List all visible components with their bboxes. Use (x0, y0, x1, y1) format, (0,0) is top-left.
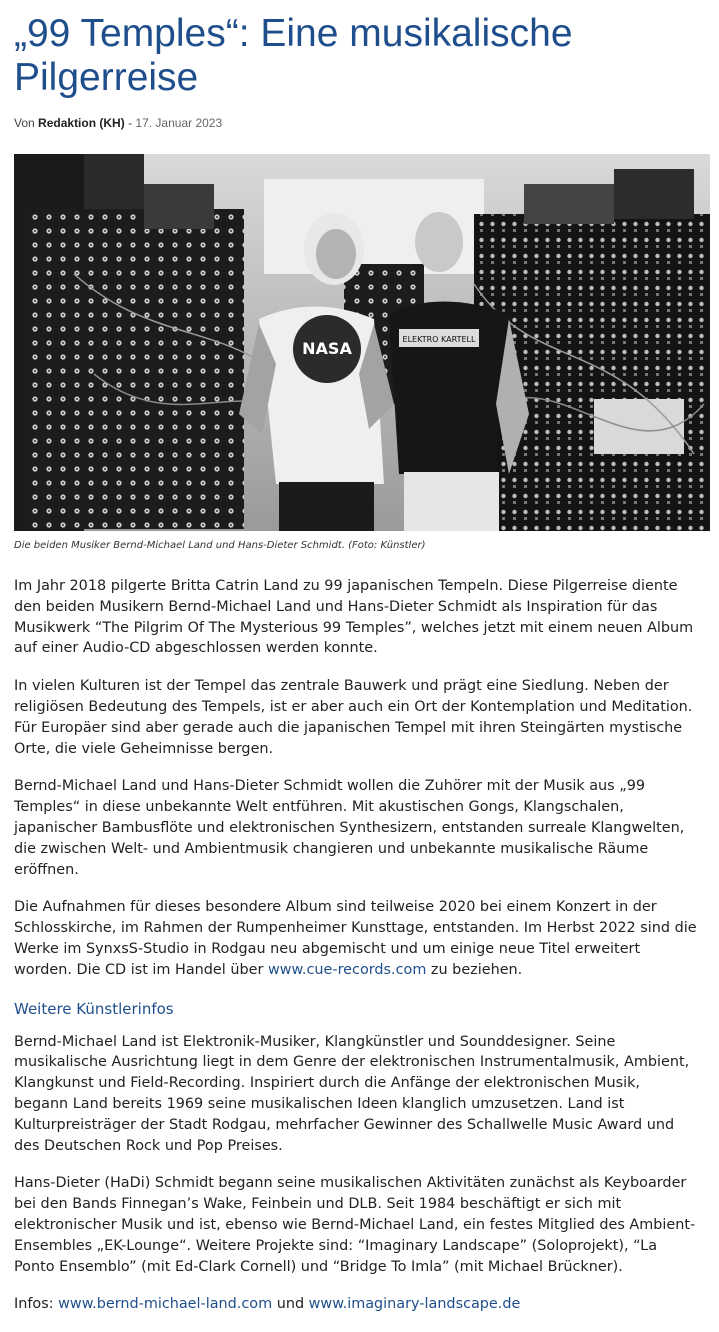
paragraph-2 (14, 676, 719, 759)
paragraph-3 (14, 776, 719, 880)
article-title-line1: „99 Temples“: Eine musikalische (14, 12, 573, 55)
paragraph-line: In vielen Kulturen ist der Tempel das zentrale Bauwerk und prägt eine Siedlung. Neben der (14, 678, 669, 695)
paragraph-line: Hans-Dieter (HaDi) Schmidt begann seine musikalischen Aktivitäten zunächst als Keyboarder (14, 1175, 687, 1192)
paragraph-line: auf einer Audio-CD abgeschlossen werden konnte. (14, 640, 378, 657)
paragraph-line: des Deutschen Rock und Pop Preises. (14, 1137, 283, 1154)
paragraph-line: Musikwerk “The Pilgrim Of The Mysterious 99 Temples”, welches jetzt mit einem neuen Album (14, 619, 694, 636)
paragraph-line: bei den Bands Finnegan’s Wake, Feinbein und DLB. Seit 1984 beschäftigt er sich mit (14, 1196, 622, 1213)
paragraph-1 (14, 576, 719, 659)
byline (14, 116, 719, 132)
paragraph-infos (14, 1294, 719, 1315)
p4-text-before-link: worden. Die CD ist im Handel über (14, 961, 268, 978)
paragraph-line: Im Jahr 2018 pilgerte Britta Catrin Land zu 99 japanischen Tempeln. Diese Pilgerreise diente (14, 578, 678, 594)
paragraph-line: Für Europäer sind aber gerade auch die japanischen Tempel mit ihren Steingärten mystische (14, 719, 683, 736)
imaginary-landscape-link[interactable]: www.imaginary-landscape.de (308, 1296, 521, 1313)
article-photo (14, 154, 710, 531)
paragraph-line: Temples“ in diese unbekannte Welt entführen. Mit akustischen Gongs, Klangschalen, (14, 799, 624, 816)
photo-illustration (14, 154, 710, 531)
paragraph-line: Die Aufnahmen für dieses besondere Album sind teilweise 2020 bei einem Konzert in der (14, 899, 657, 916)
paragraph-4 (14, 897, 719, 980)
section-heading-artist-info: Weitere Künstlerinfos (14, 999, 174, 1018)
article-title-line2: Pilgerreise (14, 56, 199, 99)
article-title (14, 12, 719, 100)
paragraph-line: begann Land bereits 1969 seine musikalischen Ideen klanglich umzusetzen. Land ist (14, 1095, 625, 1112)
p4-text-after-link: zu beziehen. (426, 961, 523, 978)
paragraph-line: Ensembles „EK-Lounge“. Weitere Projekte sind: “Imaginary Landscape” (Soloprojekt), “La (14, 1237, 658, 1254)
cue-records-link[interactable]: www.cue-records.com (267, 961, 427, 978)
paragraph-line: Orte, die viele Geheimnisse bergen. (14, 740, 274, 757)
paragraph-line: Schlosskirche, im Rahmen der Rumpenheimer Kunsttage, entstanden. Im Herbst 2022 sind die (14, 920, 697, 937)
bernd-michael-land-link[interactable]: www.bernd-michael-land.com (58, 1296, 273, 1313)
paragraph-line: religiösen Bedeutung des Tempels, ist er aber auch ein Ort der Kontemplation und Meditation. (14, 698, 693, 715)
paragraph-line: Ponto Ensemblo” (mit Ed-Clark Cornell) und “Bridge To Imla” (mit Michael Brückner). (14, 1258, 623, 1275)
shirt-text-nasa: NASA (302, 339, 352, 358)
infos-label: Infos: (14, 1296, 59, 1313)
paragraph-line: Klangkunst und Field-Recording. Inspiriert durch die Anfänge der elektronischen Musik, (14, 1075, 640, 1092)
byline-date: 17. Januar 2023 (135, 116, 223, 130)
byline-separator: - (128, 116, 133, 130)
shirt-text-kartell: ELEKTRO KARTELL (402, 335, 476, 344)
paragraph-line: elektronischer Musik und ist, ebenso wie Bernd-Michael Land, ein festes Mitglied des Ambient- (14, 1216, 696, 1233)
paragraph-line: Bernd-Michael Land ist Elektronik-Musiker, Klangkünstler und Sounddesigner. Seine (14, 1033, 616, 1050)
photo-caption: Die beiden Musiker Bernd-Michael Land und Hans-Dieter Schmidt. (Foto: Künstler) (14, 540, 426, 551)
byline-author[interactable]: Redaktion (KH) (38, 116, 125, 130)
paragraph-line (14, 960, 719, 981)
article-body (14, 576, 719, 1315)
paragraph-line: eröffnen. (14, 861, 79, 878)
paragraph-line: japanischer Bambusflöte und elektronischen Synthesizern, entstanden surreale Klangwelten, (14, 819, 685, 836)
paragraph-line: den beiden Musikern Bernd-Michael Land und Hans-Dieter Schmidt als Inspiration für das (14, 598, 658, 615)
paragraph-5 (14, 1032, 719, 1157)
paragraph-line: die zwischen Welt- und Ambientmusik changieren und unbekannte musikalische Räume (14, 840, 649, 857)
paragraph-line: Bernd-Michael Land und Hans-Dieter Schmidt wollen die Zuhörer mit der Musik aus „99 (14, 778, 646, 795)
byline-prefix: Von (14, 116, 35, 130)
infos-and: und (272, 1296, 309, 1313)
paragraph-line: musikalische Ausrichtung liegt in dem Genre der elektronischen Instrumentalmusik, Ambient, (14, 1054, 690, 1071)
article (14, 0, 719, 1332)
paragraph-line: Kulturpreisträger der Stadt Rodgau, mehrfacher Gewinner des Schallwelle Music Award und (14, 1116, 675, 1133)
paragraph-6 (14, 1173, 719, 1277)
paragraph-line: Werke im SynxsS-Studio in Rodgau neu abgemischt und um einige neue Titel erweitert (14, 940, 641, 957)
